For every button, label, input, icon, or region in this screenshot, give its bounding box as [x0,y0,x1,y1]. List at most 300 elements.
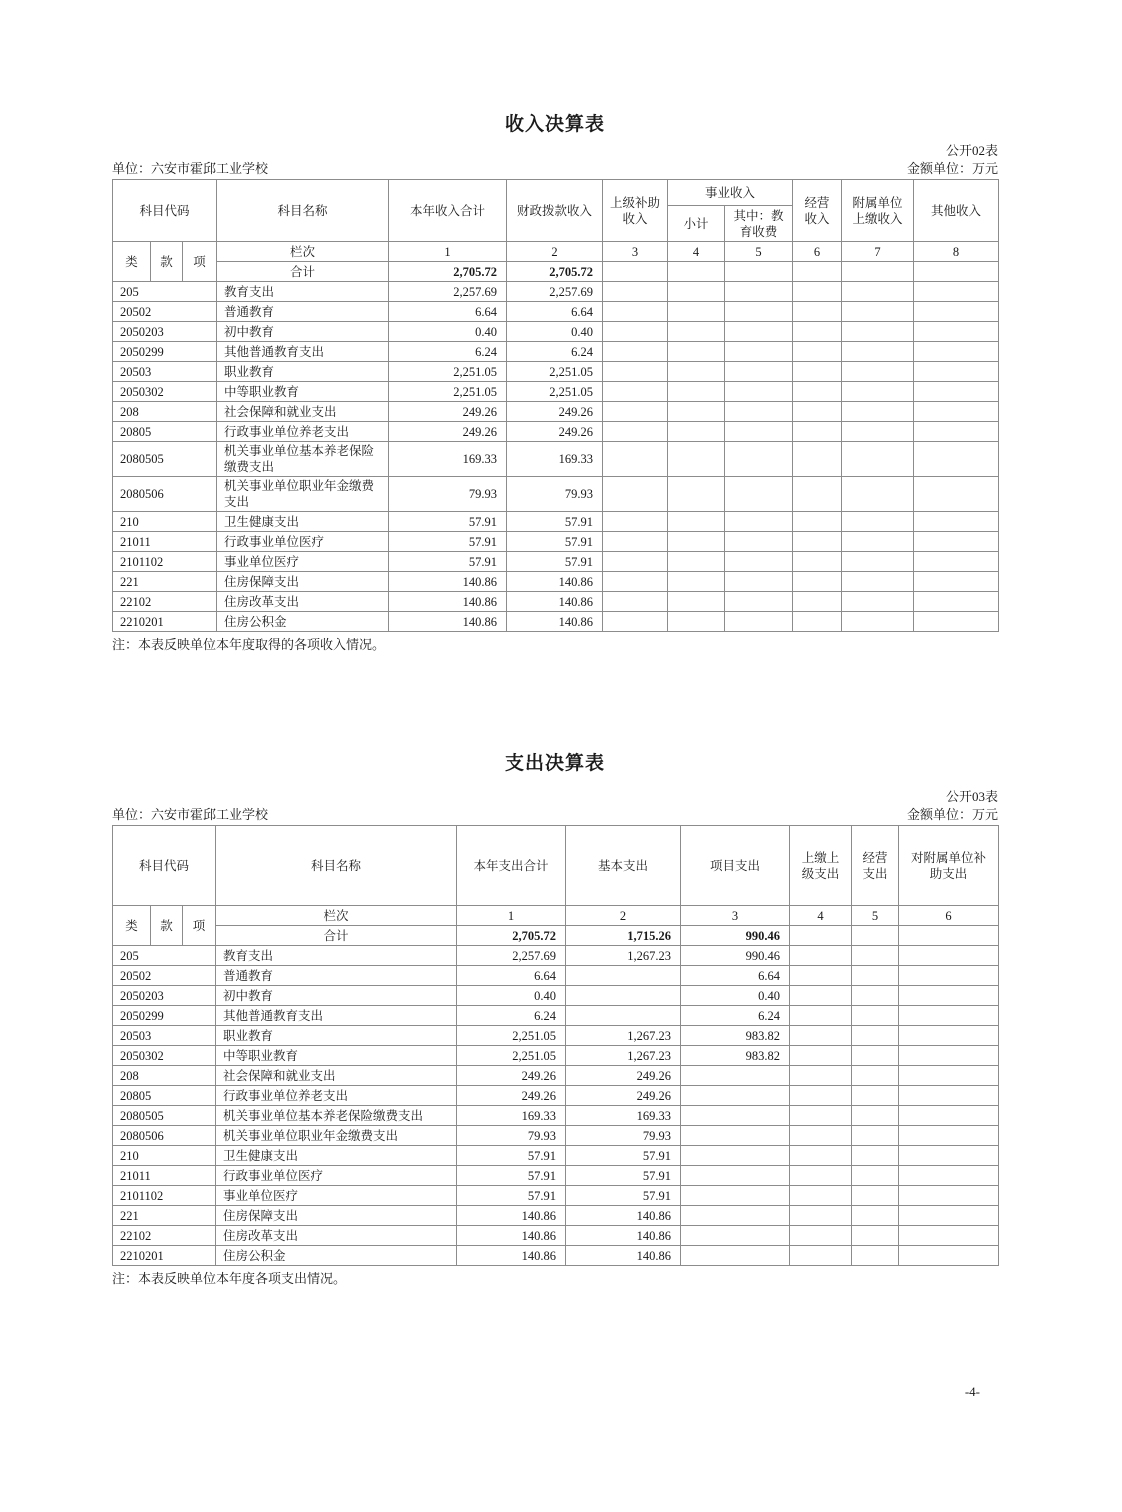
value-cell [566,986,681,1006]
table-row [113,1126,999,1146]
column-number: 1 [457,906,566,926]
subject-name-cell: 职业教育 [216,1026,457,1046]
value-cell [793,477,842,512]
table-row [113,1066,999,1086]
header-business-income-subtotal: 小计 [668,206,725,242]
value-cell: 249.26 [389,422,507,442]
value-cell [842,402,914,422]
value-cell [790,1126,852,1146]
subject-name-cell: 机关事业单位基本养老保险缴费支出 [217,442,389,477]
subject-name-cell: 卫生健康支出 [216,1146,457,1166]
subject-code-cell: 208 [113,1066,216,1086]
header-other-income: 其他收入 [914,180,999,242]
subject-code-cell: 2210201 [113,612,217,632]
value-cell: 2,251.05 [389,382,507,402]
value-cell: 2,257.69 [507,282,603,302]
table-row [113,1106,999,1126]
value-cell [725,322,793,342]
value-cell [725,572,793,592]
value-cell [793,282,842,302]
value-cell [725,532,793,552]
subject-code-cell: 20502 [113,302,217,322]
value-cell [603,302,668,322]
subject-name-cell: 住房公积金 [217,612,389,632]
column-number: 1 [389,242,507,262]
value-cell: 140.86 [507,592,603,612]
value-cell [790,1006,852,1026]
value-cell [668,322,725,342]
value-cell [914,592,999,612]
value-cell [852,1106,899,1126]
value-cell: 140.86 [389,572,507,592]
value-cell [681,1166,790,1186]
value-cell [668,362,725,382]
value-cell [793,342,842,362]
value-cell [852,1066,899,1086]
value-cell: 57.91 [457,1186,566,1206]
value-cell: 0.40 [389,322,507,342]
subject-name-cell: 教育支出 [216,946,457,966]
income-lanci-row [113,242,999,262]
value-cell [899,1186,999,1206]
column-number: 8 [914,242,999,262]
income-table-section [112,113,998,653]
value-cell [914,477,999,512]
total-label: 合计 [216,926,457,946]
value-cell [725,592,793,612]
value-cell [899,1246,999,1266]
value-cell: 6.64 [681,966,790,986]
header-fiscal-appropriation-income: 财政拨款收入 [507,180,603,242]
value-cell [790,1186,852,1206]
value-cell: 2,251.05 [389,362,507,382]
total-value: 2,705.72 [457,926,566,946]
value-cell [603,282,668,302]
value-cell [899,1086,999,1106]
value-cell [914,612,999,632]
value-cell [899,1046,999,1066]
value-cell [852,1086,899,1106]
table-row [113,1026,999,1046]
subject-name-cell: 机关事业单位职业年金缴费支出 [217,477,389,512]
value-cell [852,1206,899,1226]
subject-name-cell: 初中教育 [216,986,457,1006]
value-cell [852,1186,899,1206]
total-value [914,262,999,282]
header-section: 款 [151,906,183,946]
subject-name-cell: 其他普通教育支出 [217,342,389,362]
table-row [113,342,999,362]
value-cell [793,512,842,532]
value-cell: 983.82 [681,1026,790,1046]
subject-name-cell: 社会保障和就业支出 [217,402,389,422]
table-row [113,1166,999,1186]
value-cell [899,986,999,1006]
value-cell: 2,251.05 [457,1026,566,1046]
income-table-title: 收入决算表 [504,114,605,135]
value-cell [790,1166,852,1186]
value-cell [899,1066,999,1086]
subject-code-cell: 2050299 [113,1006,216,1026]
value-cell: 57.91 [389,532,507,552]
value-cell [790,1246,852,1266]
table-row [113,1006,999,1026]
value-cell: 1,267.23 [566,1026,681,1046]
value-cell [852,946,899,966]
value-cell: 249.26 [457,1086,566,1106]
header-item: 项 [183,906,216,946]
value-cell [793,612,842,632]
value-cell [793,592,842,612]
header-affiliated-unit-income: 附属单位上缴收入 [842,180,914,242]
table-row [113,1206,999,1226]
header-operating-expenditure: 经营支出 [852,826,899,906]
subject-code-cell: 208 [113,402,217,422]
value-cell: 6.24 [507,342,603,362]
value-cell [914,362,999,382]
value-cell [914,402,999,422]
header-total-expenditure: 本年支出合计 [457,826,566,906]
total-value [899,926,999,946]
income-header-row-1 [113,180,999,206]
value-cell [668,402,725,422]
value-cell [914,302,999,322]
subject-code-cell: 221 [113,572,217,592]
value-cell [852,986,899,1006]
value-cell: 983.82 [681,1046,790,1066]
value-cell [790,986,852,1006]
subject-name-cell: 其他普通教育支出 [216,1006,457,1026]
header-superior-subsidy-income: 上级补助收入 [603,180,668,242]
subject-name-cell: 中等职业教育 [217,382,389,402]
value-cell: 249.26 [507,422,603,442]
value-cell [793,552,842,572]
column-number: 2 [566,906,681,926]
value-cell [842,422,914,442]
column-number: 3 [681,906,790,926]
subject-name-cell: 初中教育 [217,322,389,342]
value-cell [852,1166,899,1186]
value-cell: 140.86 [566,1226,681,1246]
table-row [113,322,999,342]
value-cell: 249.26 [566,1066,681,1086]
value-cell [790,1146,852,1166]
value-cell [566,1006,681,1026]
income-total-row [113,262,999,282]
value-cell: 6.24 [457,1006,566,1026]
table-row [113,1146,999,1166]
subject-name-cell: 行政事业单位医疗 [216,1166,457,1186]
value-cell [681,1086,790,1106]
value-cell [899,1146,999,1166]
value-cell [793,572,842,592]
value-cell [681,1206,790,1226]
value-cell [681,1106,790,1126]
value-cell [603,532,668,552]
header-item: 项 [183,242,217,282]
value-cell [842,382,914,402]
table-row [113,402,999,422]
value-cell: 0.40 [507,322,603,342]
value-cell [793,322,842,342]
value-cell [852,966,899,986]
value-cell: 140.86 [457,1206,566,1226]
value-cell [899,1206,999,1226]
value-cell [852,1126,899,1146]
value-cell [668,512,725,532]
subject-name-cell: 行政事业单位医疗 [217,532,389,552]
header-class: 类 [113,906,151,946]
value-cell: 57.91 [389,552,507,572]
value-cell [899,1166,999,1186]
value-cell [790,1066,852,1086]
value-cell [725,402,793,422]
value-cell [899,1006,999,1026]
expenditure-doc-label: 公开03表 [945,789,998,804]
value-cell: 6.64 [389,302,507,322]
table-row [113,612,999,632]
value-cell [899,1226,999,1246]
value-cell [681,1126,790,1146]
value-cell [681,1146,790,1166]
subject-code-cell: 2080505 [113,1106,216,1126]
value-cell [793,422,842,442]
header-column-index-label: 栏次 [217,242,389,262]
value-cell [681,1226,790,1246]
subject-name-cell: 事业单位医疗 [217,552,389,572]
value-cell [725,442,793,477]
value-cell [852,1026,899,1046]
value-cell [842,302,914,322]
value-cell [790,966,852,986]
value-cell [793,302,842,322]
value-cell: 57.91 [566,1146,681,1166]
value-cell [793,362,842,382]
header-subject-code: 科目代码 [113,180,217,242]
value-cell [899,1026,999,1046]
subject-code-cell: 21011 [113,1166,216,1186]
table-row [113,532,999,552]
value-cell [725,282,793,302]
total-label: 合计 [217,262,389,282]
subject-code-cell: 2050299 [113,342,217,362]
value-cell [603,612,668,632]
value-cell [914,532,999,552]
subject-code-cell: 2210201 [113,1246,216,1266]
value-cell: 6.64 [457,966,566,986]
subject-code-cell: 210 [113,1146,216,1166]
subject-name-cell: 住房公积金 [216,1246,457,1266]
value-cell [899,1106,999,1126]
column-number: 2 [507,242,603,262]
value-cell [681,1246,790,1266]
value-cell [842,362,914,382]
value-cell: 249.26 [566,1086,681,1106]
value-cell [790,1226,852,1246]
value-cell [842,477,914,512]
value-cell: 6.64 [507,302,603,322]
table-row [113,302,999,322]
value-cell [914,572,999,592]
total-value [852,926,899,946]
column-number: 6 [899,906,999,926]
value-cell: 79.93 [507,477,603,512]
value-cell [842,572,914,592]
value-cell [603,477,668,512]
column-number: 7 [842,242,914,262]
table-row [113,362,999,382]
value-cell: 249.26 [507,402,603,422]
value-cell [681,1186,790,1206]
subject-name-cell: 卫生健康支出 [217,512,389,532]
income-table-body [113,282,999,632]
subject-name-cell: 住房保障支出 [216,1206,457,1226]
value-cell: 249.26 [389,402,507,422]
value-cell: 169.33 [389,442,507,477]
value-cell: 57.91 [457,1146,566,1166]
subject-name-cell: 住房改革支出 [216,1226,457,1246]
subject-name-cell: 社会保障和就业支出 [216,1066,457,1086]
header-project-expenditure: 项目支出 [681,826,790,906]
page-number: -4- [964,1384,980,1399]
subject-name-cell: 职业教育 [217,362,389,382]
subject-code-cell: 2080506 [113,1126,216,1146]
value-cell: 57.91 [507,552,603,572]
value-cell [852,1226,899,1246]
value-cell [914,382,999,402]
value-cell [914,442,999,477]
value-cell [790,1106,852,1126]
table-row [113,1046,999,1066]
subject-code-cell: 210 [113,512,217,532]
value-cell [842,612,914,632]
subject-code-cell: 20805 [113,1086,216,1106]
expenditure-table-title: 支出决算表 [504,753,605,774]
value-cell: 79.93 [389,477,507,512]
value-cell: 140.86 [389,612,507,632]
value-cell: 0.40 [457,986,566,1006]
value-cell [603,442,668,477]
subject-code-cell: 221 [113,1206,216,1226]
income-table-note: 注：本表反映单位本年度取得的各项收入情况。 [112,637,386,652]
value-cell [793,442,842,477]
table-row [113,282,999,302]
table-row [113,552,999,572]
value-cell: 140.86 [457,1246,566,1266]
expenditure-table [112,825,999,1266]
value-cell [603,362,668,382]
total-value [842,262,914,282]
value-cell [725,362,793,382]
value-cell [790,1086,852,1106]
expenditure-unit-label: 单位：六安市霍邱工业学校 [112,807,269,822]
subject-code-cell: 2080506 [113,477,217,512]
expenditure-table-body [113,946,999,1266]
total-value: 2,705.72 [389,262,507,282]
subject-code-cell: 22102 [113,592,217,612]
income-doc-label: 公开02表 [945,143,998,158]
value-cell [914,322,999,342]
value-cell [603,572,668,592]
table-row [113,986,999,1006]
header-operating-income: 经营收入 [793,180,842,242]
value-cell [668,282,725,302]
value-cell: 57.91 [566,1166,681,1186]
value-cell [914,552,999,572]
subject-code-cell: 2050203 [113,986,216,1006]
value-cell [668,592,725,612]
value-cell [668,552,725,572]
table-row [113,966,999,986]
subject-code-cell: 2101102 [113,552,217,572]
value-cell [603,552,668,572]
value-cell [668,532,725,552]
value-cell [852,1146,899,1166]
value-cell: 79.93 [457,1126,566,1146]
value-cell [842,282,914,302]
expenditure-table-section [112,752,998,1287]
value-cell: 6.24 [681,1006,790,1026]
table-row [113,477,999,512]
value-cell [668,477,725,512]
table-row [113,592,999,612]
subject-name-cell: 普通教育 [216,966,457,986]
value-cell: 990.46 [681,946,790,966]
subject-code-cell: 20502 [113,966,216,986]
subject-name-cell: 事业单位医疗 [216,1186,457,1206]
subject-name-cell: 教育支出 [217,282,389,302]
subject-name-cell: 住房改革支出 [217,592,389,612]
value-cell [842,552,914,572]
value-cell: 140.86 [389,592,507,612]
value-cell [668,612,725,632]
value-cell [668,382,725,402]
value-cell [725,512,793,532]
value-cell: 169.33 [566,1106,681,1126]
subject-name-cell: 住房保障支出 [217,572,389,592]
expenditure-amount-unit-label: 金额单位：万元 [906,807,998,822]
value-cell [603,512,668,532]
value-cell: 2,251.05 [457,1046,566,1066]
value-cell [603,382,668,402]
table-row [113,1086,999,1106]
value-cell: 2,251.05 [507,362,603,382]
value-cell: 140.86 [507,572,603,592]
header-business-income-group: 事业收入 [668,180,793,206]
value-cell [790,1206,852,1226]
subject-code-cell: 2101102 [113,1186,216,1206]
income-amount-unit-label: 金额单位：万元 [906,161,998,176]
table-row [113,382,999,402]
value-cell: 169.33 [457,1106,566,1126]
column-number: 5 [852,906,899,926]
value-cell [842,512,914,532]
column-number: 4 [790,906,852,926]
income-table [112,179,999,632]
expenditure-header-row [113,826,999,906]
subject-name-cell: 普通教育 [217,302,389,322]
total-value [603,262,668,282]
value-cell [725,302,793,322]
value-cell: 57.91 [507,512,603,532]
value-cell: 57.91 [389,512,507,532]
value-cell: 140.86 [507,612,603,632]
value-cell [914,342,999,362]
total-value: 2,705.72 [507,262,603,282]
header-total-income: 本年收入合计 [389,180,507,242]
value-cell [842,342,914,362]
value-cell [668,572,725,592]
